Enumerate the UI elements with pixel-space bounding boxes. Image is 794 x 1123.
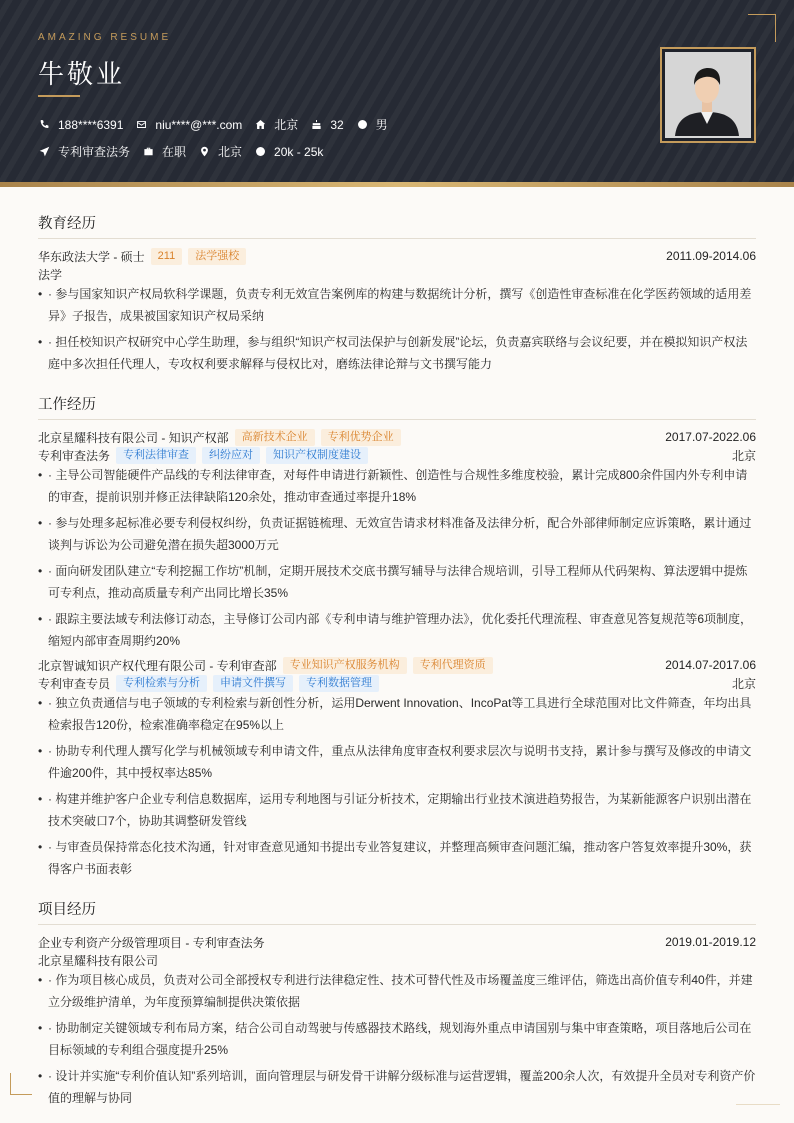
education-entry [38,247,756,375]
company-name: 北京星耀科技有限公司 - 知识产权部 [38,430,229,445]
cake-icon [310,118,323,131]
bullet-item: • · 与审查员保持常态化技术沟通，针对审查意见通知书提出专业答复建议，并整理高频审查问题汇编，推动客户答复效率提升30%，获得客户书面表彰 [38,836,756,880]
work-entry [38,428,756,652]
major: 法学 [38,267,63,282]
salary-icon [254,145,267,158]
position-text: 专利审查法务 [58,145,131,159]
bullet-item: • · 担任校知识产权研究中心学生助理，参与组织“知识产权司法保护与创新发展”论坛，负责嘉宾联络与会议纪要，并在模拟知识产权法庭中多次担任代理人，专攻权利要求解释与侵权比对，磨练法律论辩与文书撰写能力 [38,331,756,375]
job-role: 专利审查法务 [38,448,111,463]
project-org: 北京星耀科技有限公司 [38,953,159,968]
email-icon [135,118,148,131]
work-city-item [198,143,242,160]
project-date: 2019.01-2019.12 [665,935,756,949]
bullet-item: • · 独立负责通信与电子领域的专利检索与新创性分析，运用Derwent Innovation、IncoPat等工具进行全球范围对比文件筛查，年均出具检索报告120份，检索准确率稳定在95%以上 [38,692,756,736]
company-name: 北京智诚知识产权代理有限公司 - 专利审查部 [38,658,277,673]
profile-photo [665,52,751,138]
email-text: niu****@***.com [155,117,243,132]
position-item [38,143,130,160]
city-text: 北京 [274,118,299,132]
brand-label: AMAZING RESUME [38,32,172,43]
work-city-text: 北京 [218,145,243,159]
home-icon [254,118,267,131]
bullet-item: • · 作为项目核心成员，负责对公司全部授权专利进行法律稳定性、技术可替代性及市场覆盖度三维评估，筛选出高价值专利40件，并建立分级维护清单，为年度预算编制提供决策依据 [38,969,756,1013]
work-date: 2014.07-2017.06 [665,658,756,672]
role-tag: 纠纷应对 [202,447,260,464]
phone-text: 188****6391 [58,117,124,132]
email-item [135,118,242,132]
candidate-name: 牛敬业 [38,59,126,89]
school-tag: 211 [151,248,183,265]
work-date: 2017.07-2022.06 [665,430,756,444]
role-tag: 专利检索与分析 [116,675,207,692]
briefcase-icon [142,145,155,158]
location-icon [198,145,211,158]
age-item [310,118,343,132]
name-underline [38,95,80,97]
project-name: 企业专利资产分级管理项目 - 专利审查法务 [38,935,265,950]
education-section [38,212,756,375]
bullet-item: • · 参与处理多起标准必要专利侵权纠纷，负责证据链梳理、无效宣告请求材料准备及法律分析，配合外部律师制定应诉策略，累计通过谈判与诉讼为公司避免潜在损失超3000万元 [38,512,756,556]
role-tag: 专利法律审查 [116,447,196,464]
bullet-item: • · 跟踪主要法域专利法修订动态，主导修订公司内部《专利申请与维护管理办法》，优化委托代理流程、审查意见答复规范等6项制度，缩短内部审查周期约20% [38,608,756,652]
city-item [254,116,298,133]
send-icon [38,145,51,158]
project-bullets [38,969,756,1109]
section-title: 项目经历 [38,898,756,925]
work-bullets [38,692,756,880]
status-text: 在职 [162,145,187,159]
age-text: 32 [330,117,344,132]
person-portrait-icon [665,52,749,136]
salary-text: 20k - 25k [274,144,324,159]
bullet-item: • · 参与国家知识产权局软科学课题，负责专利无效宣告案例库的构建与数据统计分析，撰写《创造性审查标准在化学医药领域的适用差异》子报告，成果被国家知识产权局采纳 [38,283,756,327]
job-intent-row [38,143,335,160]
bullet-item: • · 面向研发团队建立“专利挖掘工作坊”机制，定期开展技术交底书撰写辅导与法律合规培训，引导工程师从代码架构、算法逻辑中提炼可专利点，推动高质量专利产出同比增长35% [38,560,756,604]
phone-item [38,118,123,132]
gender-item [356,116,388,133]
gender-text: 男 [375,118,388,132]
gender-icon [356,118,369,131]
header-divider [0,182,794,187]
job-role: 专利审查专员 [38,676,111,691]
resume-header [0,0,794,187]
section-title: 教育经历 [38,212,756,239]
footer-line [736,1104,780,1105]
bullet-item: • · 协助专利代理人撰写化学与机械领域专利申请文件，重点从法律角度审查权利要求层次与说明书支持，累计参与撰写及修改的申请文件逾200件，其中授权率达85% [38,740,756,784]
phone-icon [38,118,51,131]
bullet-item: • · 协助制定关键领域专利布局方案，结合公司自动驾驶与传感器技术路线，规划海外重点申请国别与集中审查策略，项目落地后公司在目标领域的专利组合强度提升25% [38,1017,756,1061]
corner-ornament [748,14,776,42]
project-section [38,898,756,1109]
role-tag: 申请文件撰写 [213,675,293,692]
bullet-item: • · 主导公司智能硬件产品线的专利法律审查，对每件申请进行新颖性、创造性与合规性多维度校验，累计完成800余件国内外专利申请的审查，提前识别并修正法律缺陷120余处，推动审查通过率提升18% [38,464,756,508]
resume-body [38,212,756,1123]
contact-row [38,116,400,133]
school-name: 华东政法大学 - 硕士 [38,249,145,264]
role-tag: 专利数据管理 [299,675,379,692]
bullet-item: • · 构建并维护客户企业专利信息数据库，运用专利地图与引证分析技术，定期输出行业技术演进趋势报告，为某新能源客户识别出潜在技术突破口7个，协助其调整研发管线 [38,788,756,832]
company-tag: 专利代理资质 [413,657,493,674]
company-tag: 高新技术企业 [235,429,315,446]
status-item [142,143,186,160]
work-bullets [38,464,756,652]
company-tag: 专利优势企业 [321,429,401,446]
work-city: 北京 [731,676,756,691]
education-bullets [38,283,756,375]
role-tag: 知识产权制度建设 [266,447,368,464]
section-title: 工作经历 [38,393,756,420]
work-section [38,393,756,880]
work-entry [38,656,756,880]
project-entry [38,933,756,1109]
company-tag: 专业知识产权服务机构 [283,657,407,674]
profile-photo-frame [660,47,756,143]
corner-ornament [10,1073,32,1095]
work-city: 北京 [731,448,756,463]
education-date: 2011.09-2014.06 [666,249,756,263]
salary-item [254,145,323,159]
school-tag: 法学强校 [188,248,246,265]
bullet-item: • · 设计并实施“专利价值认知”系列培训，面向管理层与研发骨干讲解分级标准与运营逻辑，覆盖200余人次，有效提升全员对专利资产价值的理解与协同 [38,1065,756,1109]
